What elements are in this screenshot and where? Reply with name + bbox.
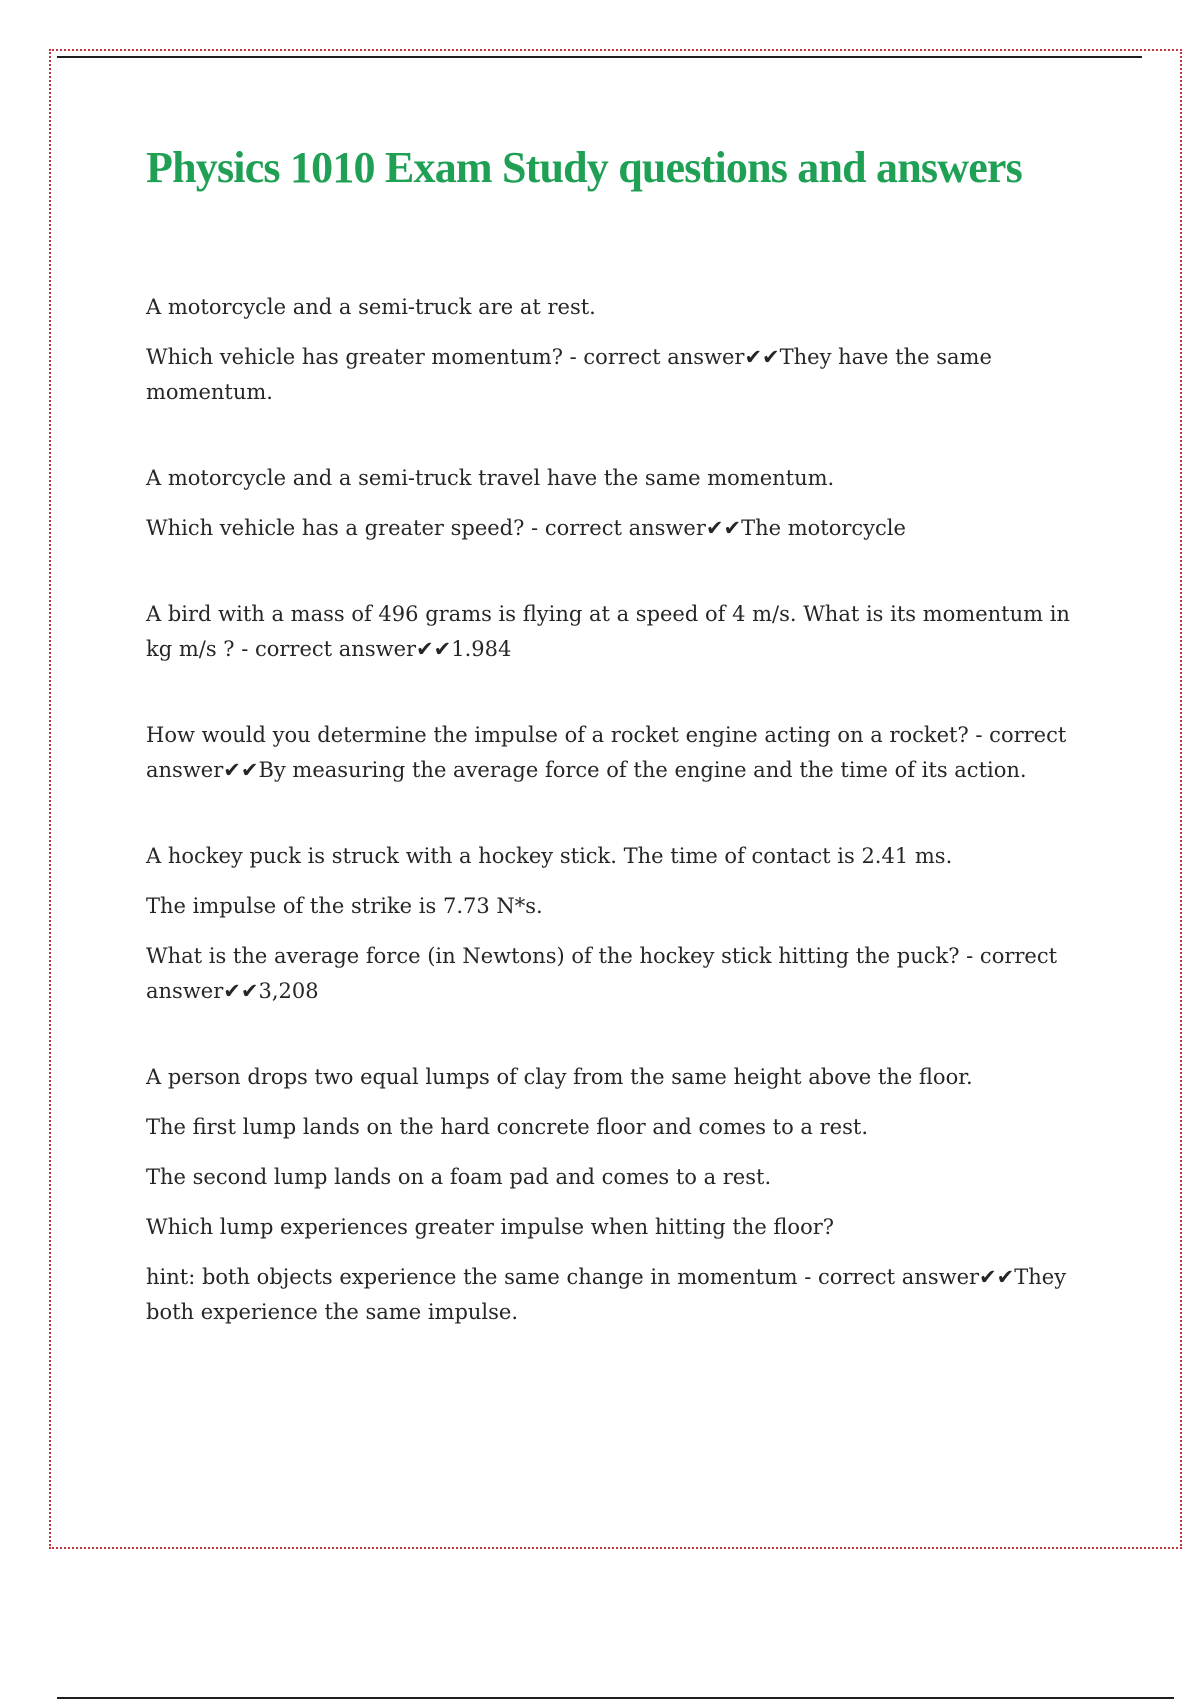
- qa-block-4: [146, 718, 1086, 788]
- qa-block-5: [146, 839, 1086, 1009]
- qa-line: Which lump experiences greater impulse when hitting the floor?: [146, 1215, 835, 1239]
- qa-line: What is the average force (in Newtons) of the hockey stick hitting the puck? - correct answer✔✔3,208: [146, 944, 1058, 1003]
- qa-block-3: [146, 597, 1086, 667]
- qa-line: A person drops two equal lumps of clay from the same height above the floor.: [146, 1065, 973, 1089]
- header-rule: [57, 56, 1142, 58]
- footer-rule: [57, 1697, 1174, 1699]
- qa-line: A motorcycle and a semi-truck are at rest.: [146, 295, 596, 319]
- qa-line: The second lump lands on a foam pad and comes to a rest.: [146, 1165, 772, 1189]
- qa-line: The first lump lands on the hard concrete floor and comes to a rest.: [146, 1115, 868, 1139]
- qa-line: A motorcycle and a semi-truck travel have the same momentum.: [146, 466, 835, 490]
- qa-line: Which vehicle has a greater speed? - correct answer✔✔The motorcycle: [146, 516, 906, 540]
- qa-line: A hockey puck is struck with a hockey stick. The time of contact is 2.41 ms.: [146, 844, 953, 868]
- qa-block-6: [146, 1060, 1086, 1330]
- qa-line: The impulse of the strike is 7.73 N*s.: [146, 894, 543, 918]
- qa-block-2: [146, 461, 1086, 546]
- qa-line: How would you determine the impulse of a rocket engine acting on a rocket? - correct answer✔✔By measuring the average force of the engine and the time of its action.: [146, 723, 1067, 782]
- qa-line: A bird with a mass of 496 grams is flying at a speed of 4 m/s. What is its momentum in kg m/s ? - correct answer✔✔1.984: [146, 602, 1070, 661]
- qa-line: hint: both objects experience the same change in momentum - correct answer✔✔They both experience the same impulse.: [146, 1265, 1067, 1324]
- document-title: Physics 1010 Exam Study questions and answers: [146, 143, 1022, 192]
- qa-line: Which vehicle has greater momentum? - correct answer✔✔They have the same momentum.: [146, 345, 992, 404]
- qa-block-1: [146, 290, 1086, 410]
- qa-list: [146, 290, 1086, 1381]
